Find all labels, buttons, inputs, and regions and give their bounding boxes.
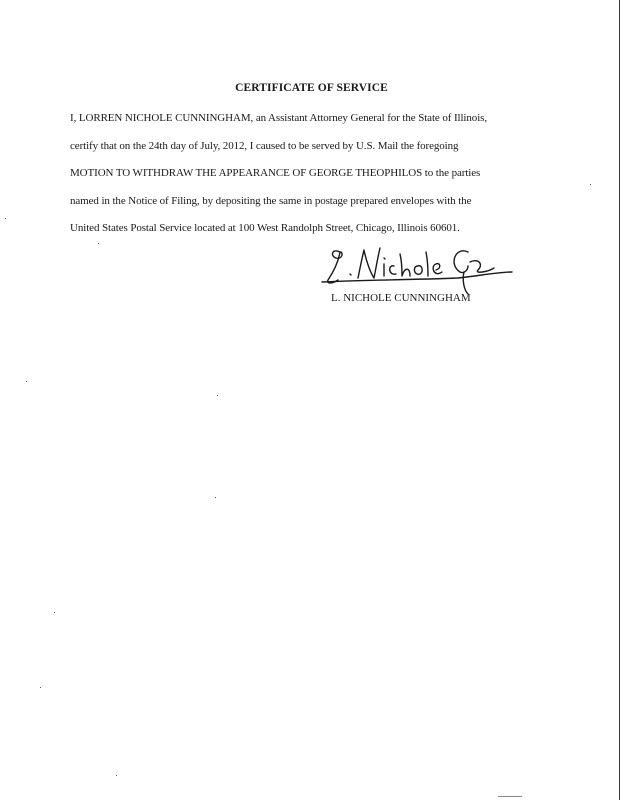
scan-speck: [590, 184, 591, 185]
scan-speck: [5, 218, 6, 219]
scan-speck: [498, 796, 522, 797]
scan-speck: [217, 395, 218, 396]
body-line-2: certify that on the 24th day of July, 2012, I caused to be served by U.S. Mail the foregoing: [70, 140, 459, 152]
body-line-1: I, LORREN NICHOLE CUNNINGHAM, an Assistant Attorney General for the State of Illinois,: [70, 112, 487, 124]
body-line-4: named in the Notice of Filing, by depositing the same in postage prepared envelopes with the: [70, 195, 472, 207]
scan-speck: [26, 381, 27, 382]
scan-speck: [40, 687, 41, 688]
scan-edge: [619, 0, 620, 800]
handwritten-signature: [318, 238, 518, 296]
scan-speck: [116, 775, 117, 776]
body-line-5: United States Postal Service located at 100 West Randolph Street, Chicago, Illinois 60601.: [70, 222, 460, 234]
scan-speck: [98, 243, 99, 244]
signer-name: L. NICHOLE CUNNINGHAM: [331, 292, 471, 304]
scan-speck: [215, 497, 216, 498]
scan-speck: [54, 612, 55, 613]
body-line-3: MOTION TO WITHDRAW THE APPEARANCE OF GEORGE THEOPHILOS to the parties: [70, 167, 481, 179]
page-title: CERTIFICATE OF SERVICE: [235, 82, 388, 94]
